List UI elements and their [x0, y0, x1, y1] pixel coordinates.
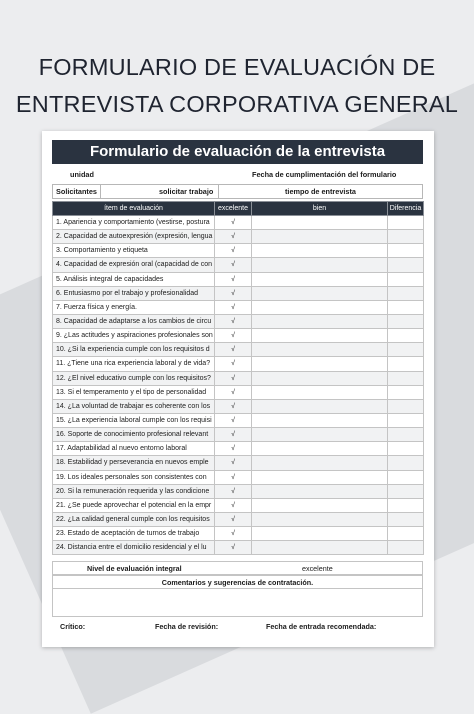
applicants-label: Solicitantes [56, 187, 97, 196]
difference-cell [388, 470, 424, 484]
item-label: 5. Análisis integral de capacidades [53, 272, 215, 286]
table-row [53, 286, 424, 300]
excellent-check: √ [215, 216, 252, 230]
difference-cell [388, 512, 424, 526]
good-cell [252, 258, 388, 272]
difference-cell [388, 442, 424, 456]
difference-cell [388, 314, 424, 328]
item-label: 15. ¿La experiencia laboral cumple con los requisi [53, 413, 215, 427]
table-row [53, 527, 424, 541]
info-row-unit [52, 168, 423, 182]
good-cell [252, 244, 388, 258]
good-cell [252, 541, 388, 555]
table-row [53, 272, 424, 286]
good-cell [252, 428, 388, 442]
excellent-check: √ [215, 357, 252, 371]
excellent-check: √ [215, 314, 252, 328]
excellent-check: √ [215, 470, 252, 484]
excellent-check: √ [215, 272, 252, 286]
excellent-check: √ [215, 343, 252, 357]
difference-cell [388, 541, 424, 555]
excellent-check: √ [215, 300, 252, 314]
col-good-header: bien [252, 202, 388, 216]
signature-row [52, 622, 423, 634]
item-label: 12. ¿El nivel educativo cumple con los requisitos? [53, 371, 215, 385]
difference-cell [388, 498, 424, 512]
excellent-check: √ [215, 413, 252, 427]
good-cell [252, 343, 388, 357]
item-label: 21. ¿Se puede aprovechar el potencial en la empr [53, 498, 215, 512]
excellent-check: √ [215, 442, 252, 456]
table-header-row [53, 202, 424, 216]
excellent-check: √ [215, 541, 252, 555]
item-label: 11. ¿Tiene una rica experiencia laboral y de vida? [53, 357, 215, 371]
difference-cell [388, 527, 424, 541]
entry-date-label: Fecha de entrada recomendada: [266, 622, 377, 631]
excellent-check: √ [215, 498, 252, 512]
excellent-check: √ [215, 230, 252, 244]
excellent-check: √ [215, 329, 252, 343]
overall-level-label: Nivel de evaluación integral [87, 564, 182, 573]
form-sheet [42, 131, 434, 647]
good-cell [252, 456, 388, 470]
table-row [53, 329, 424, 343]
table-row [53, 371, 424, 385]
col-difference-header: Diferencia [388, 202, 424, 216]
table-row [53, 300, 424, 314]
table-row [53, 385, 424, 399]
difference-cell [388, 300, 424, 314]
excellent-check: √ [215, 385, 252, 399]
excellent-check: √ [215, 371, 252, 385]
item-label: 13. Si el temperamento y el tipo de personalidad [53, 385, 215, 399]
good-cell [252, 216, 388, 230]
unit-label: unidad [70, 170, 94, 179]
overall-level-value: excelente [302, 564, 333, 573]
good-cell [252, 286, 388, 300]
table-row [53, 541, 424, 555]
item-label: 24. Distancia entre el domicilio residencial y el lu [53, 541, 215, 555]
table-row [53, 216, 424, 230]
good-cell [252, 399, 388, 413]
table-row [53, 456, 424, 470]
table-row [53, 244, 424, 258]
item-label: 4. Capacidad de expresión oral (capacidad de con [53, 258, 215, 272]
item-label: 14. ¿La voluntad de trabajar es coherente con los [53, 399, 215, 413]
interview-time-label: tiempo de entrevista [285, 187, 356, 196]
info-divider [218, 185, 219, 198]
item-label: 20. Si la remuneración requerida y las condicione [53, 484, 215, 498]
page-headline [0, 49, 474, 123]
excellent-check: √ [215, 244, 252, 258]
table-row [53, 498, 424, 512]
good-cell [252, 300, 388, 314]
good-cell [252, 498, 388, 512]
excellent-check: √ [215, 286, 252, 300]
difference-cell [388, 385, 424, 399]
item-label: 18. Estabilidad y perseverancia en nuevos emple [53, 456, 215, 470]
good-cell [252, 385, 388, 399]
difference-cell [388, 343, 424, 357]
comments-area [52, 589, 423, 617]
comments-row [52, 575, 423, 589]
review-date-label: Fecha de revisión: [155, 622, 219, 631]
item-label: 1. Apariencia y comportamiento (vestirse, postura [53, 216, 215, 230]
critic-label: Crítico: [60, 622, 86, 631]
difference-cell [388, 428, 424, 442]
col-excellent-header: excelente [215, 202, 252, 216]
info-row-applicant [52, 184, 423, 199]
difference-cell [388, 357, 424, 371]
col-item-header: ítem de evaluación [53, 202, 215, 216]
item-label: 19. Los ideales personales son consistentes con [53, 470, 215, 484]
info-divider [100, 185, 101, 198]
headline-line-2: ENTREVISTA CORPORATIVA GENERAL [15, 91, 459, 117]
excellent-check: √ [215, 456, 252, 470]
difference-cell [388, 230, 424, 244]
table-row [53, 314, 424, 328]
item-label: 16. Soporte de conocimiento profesional relevant [53, 428, 215, 442]
headline-line-1: FORMULARIO DE EVALUACIÓN DE [38, 54, 436, 80]
item-label: 23. Estado de aceptación de turnos de trabajo [53, 527, 215, 541]
table-row [53, 357, 424, 371]
difference-cell [388, 216, 424, 230]
table-row [53, 484, 424, 498]
good-cell [252, 272, 388, 286]
good-cell [252, 470, 388, 484]
good-cell [252, 484, 388, 498]
good-cell [252, 357, 388, 371]
table-row [53, 442, 424, 456]
difference-cell [388, 456, 424, 470]
table-row [53, 413, 424, 427]
item-label: 22. ¿La calidad general cumple con los requisitos [53, 512, 215, 526]
good-cell [252, 512, 388, 526]
good-cell [252, 527, 388, 541]
difference-cell [388, 244, 424, 258]
table-row [53, 428, 424, 442]
form-title: Formulario de evaluación de la entrevista [52, 140, 423, 164]
good-cell [252, 371, 388, 385]
difference-cell [388, 286, 424, 300]
good-cell [252, 329, 388, 343]
good-cell [252, 230, 388, 244]
table-row [53, 258, 424, 272]
table-row [53, 470, 424, 484]
item-label: 2. Capacidad de autoexpresión (expresión, lengua [53, 230, 215, 244]
table-row [53, 512, 424, 526]
item-label: 9. ¿Las actitudes y aspiraciones profesionales son [53, 329, 215, 343]
item-label: 3. Comportamiento y etiqueta [53, 244, 215, 258]
excellent-check: √ [215, 258, 252, 272]
difference-cell [388, 258, 424, 272]
good-cell [252, 413, 388, 427]
evaluation-table [52, 201, 424, 555]
item-label: 8. Capacidad de adaptarse a los cambios de circu [53, 314, 215, 328]
job-request-label: solicitar trabajo [159, 187, 214, 196]
excellent-check: √ [215, 428, 252, 442]
good-cell [252, 442, 388, 456]
difference-cell [388, 399, 424, 413]
completion-date-label: Fecha de cumplimentación del formulario [252, 170, 397, 179]
excellent-check: √ [215, 399, 252, 413]
table-row [53, 230, 424, 244]
item-label: 10. ¿Si la experiencia cumple con los requisitos d [53, 343, 215, 357]
item-label: 7. Fuerza física y energía. [53, 300, 215, 314]
item-label: 17. Adaptabilidad al nuevo entorno laboral [53, 442, 215, 456]
difference-cell [388, 329, 424, 343]
comments-label: Comentarios y sugerencias de contratación. [161, 578, 314, 587]
difference-cell [388, 272, 424, 286]
item-label: 6. Entusiasmo por el trabajo y profesionalidad [53, 286, 215, 300]
excellent-check: √ [215, 527, 252, 541]
difference-cell [388, 371, 424, 385]
good-cell [252, 314, 388, 328]
table-row [53, 343, 424, 357]
excellent-check: √ [215, 512, 252, 526]
difference-cell [388, 484, 424, 498]
excellent-check: √ [215, 484, 252, 498]
difference-cell [388, 413, 424, 427]
overall-level-row [52, 561, 423, 575]
table-row [53, 399, 424, 413]
